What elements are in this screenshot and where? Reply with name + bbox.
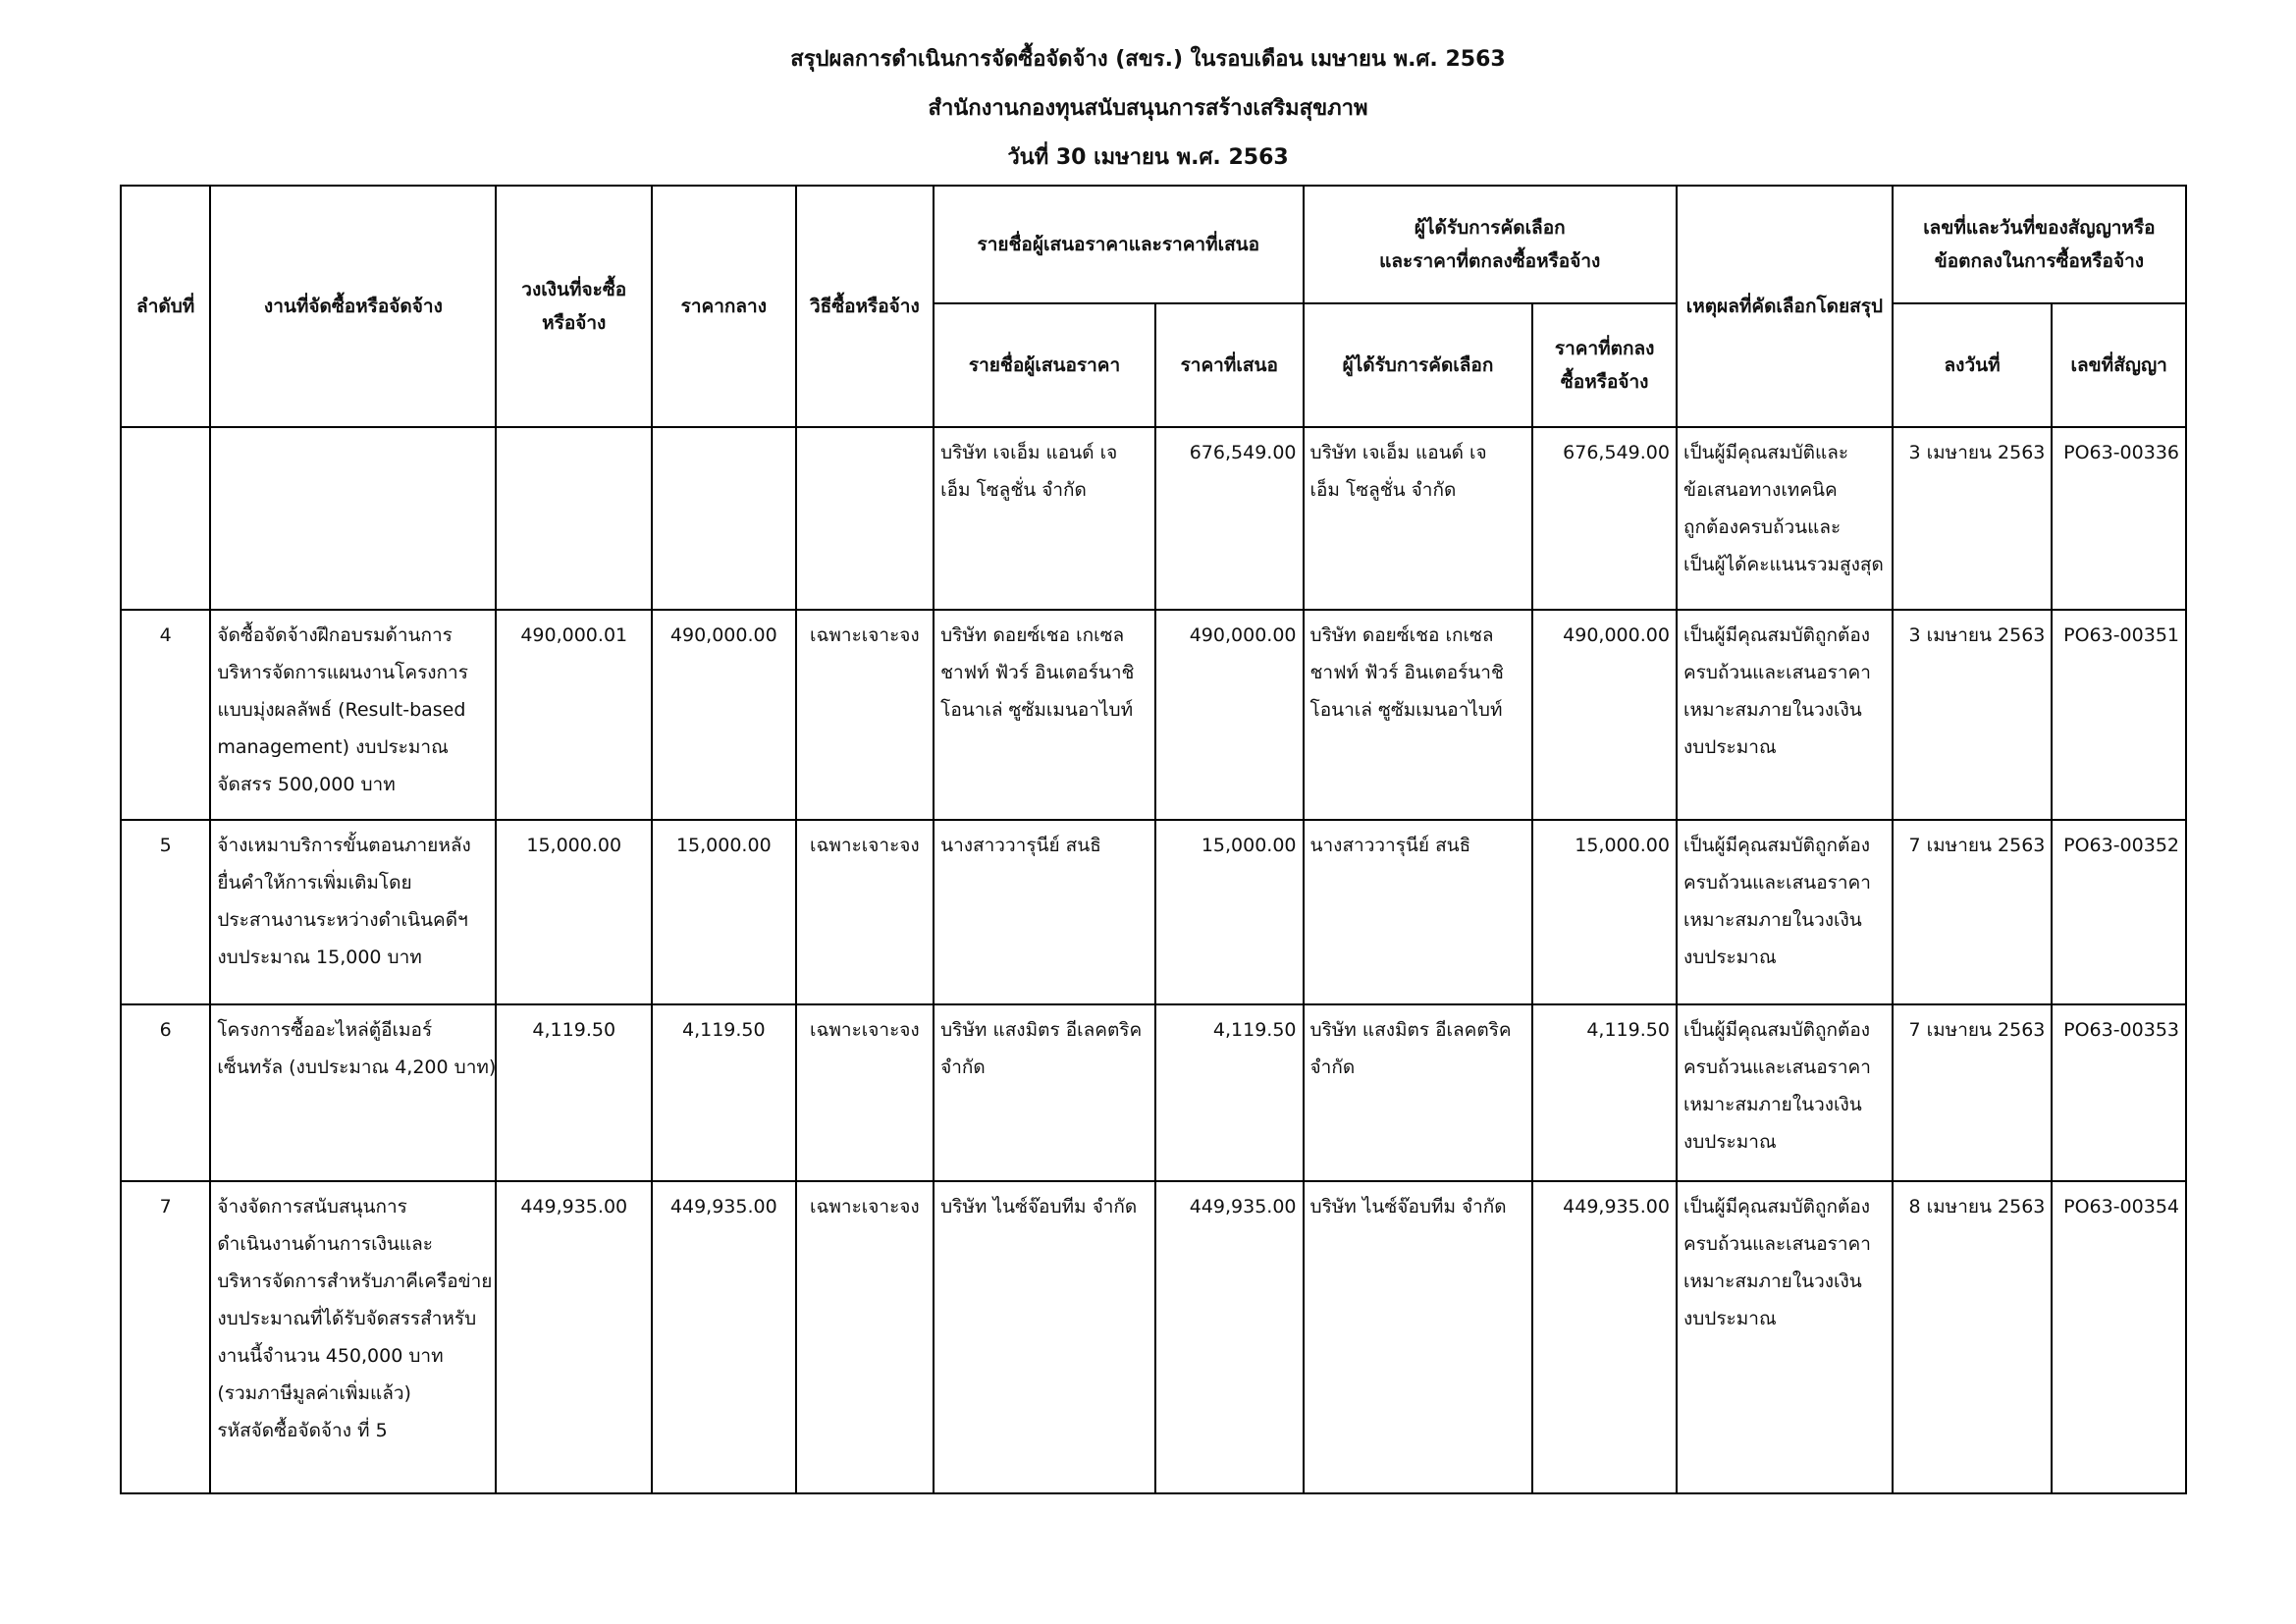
cell-work <box>210 820 496 1004</box>
cell-contract-no: PO63-00336 <box>2052 427 2186 610</box>
cell-reason-line: เป็นผู้ได้คะแนนรวมสูงสุด <box>1682 554 1884 575</box>
cell-budget: 449,935.00 <box>496 1181 652 1493</box>
cell-method: เฉพาะเจาะจง <box>796 610 934 820</box>
cell-reason-line: ข้อเสนอทางเทคนิค <box>1682 479 1838 501</box>
document-title: สรุปผลการดำเนินการจัดซื้อจัดจ้าง (สขร.) ในรอบเดือน เมษายน พ.ศ. 2563 <box>790 47 1506 72</box>
cell-work <box>210 1004 496 1181</box>
table-row <box>121 610 2186 820</box>
cell-work-line: ยื่นคำให้การเพิ่มเติมโดย <box>217 872 412 893</box>
cell-bidder-name-line: เอ็ม โซลูชั่น จำกัด <box>940 479 1087 501</box>
cell-bidder-name-line: บริษัท แสงมิตร อีเลคตริค <box>940 1019 1143 1041</box>
cell-work-line: เซ็นทรัล (งบประมาณ 4,200 บาท) <box>217 1056 497 1078</box>
cell-selected-name-line: เอ็ม โซลูชั่น จำกัด <box>1309 479 1457 501</box>
cell-reason-line: งบประมาณ <box>1682 1131 1777 1153</box>
cell-method: เฉพาะเจาะจง <box>796 1004 934 1181</box>
cell-selected-name <box>1304 427 1533 610</box>
cell-bidder-name-line: โอนาเล่ ซูซัมเมนอาไบท์ <box>940 699 1134 721</box>
cell-contract-no: PO63-00351 <box>2052 610 2186 820</box>
cell-selected-name-line: นางสาววารุนีย์ สนธิ <box>1309 835 1471 856</box>
header-work: งานที่จัดซื้อหรือจัดจ้าง <box>210 186 496 427</box>
cell-reason-line: งบประมาณ <box>1682 947 1777 968</box>
cell-method: เฉพาะเจาะจง <box>796 1181 934 1493</box>
cell-reason-line: ถูกต้องครบถ้วนและ <box>1682 516 1842 538</box>
cell-reason <box>1677 427 1893 610</box>
cell-reason <box>1677 610 1893 820</box>
cell-median-price <box>652 427 796 610</box>
table-row <box>121 820 2186 1004</box>
cell-no: 4 <box>121 610 210 820</box>
cell-bidder-name <box>934 427 1155 610</box>
cell-median-price: 15,000.00 <box>652 820 796 1004</box>
cell-bidder-name-line: บริษัท ไนซ์จ๊อบทีม จำกัด <box>940 1196 1138 1218</box>
cell-work-line: บริหารจัดการสำหรับภาคีเครือข่าย <box>217 1271 493 1292</box>
cell-bidder-name <box>934 820 1155 1004</box>
cell-reason-line: เป็นผู้มีคุณสมบัติและ <box>1682 442 1849 463</box>
cell-work-line: จ้างจัดการสนับสนุนการ <box>217 1196 407 1218</box>
cell-work-line: จัดซื้อจัดจ้างฝึกอบรมด้านการ <box>217 624 453 646</box>
header-bid-price: ราคาที่เสนอ <box>1155 303 1304 427</box>
cell-budget: 4,119.50 <box>496 1004 652 1181</box>
cell-reason-line: เหมาะสมภายในวงเงิน <box>1682 1271 1862 1292</box>
cell-reason <box>1677 820 1893 1004</box>
table-row <box>121 1004 2186 1181</box>
cell-method: เฉพาะเจาะจง <box>796 820 934 1004</box>
cell-reason-line: ครบถ้วนและเสนอราคา <box>1682 872 1871 893</box>
cell-reason-line: เป็นผู้มีคุณสมบัติถูกต้อง <box>1682 624 1871 646</box>
cell-contract-no: PO63-00353 <box>2052 1004 2186 1181</box>
cell-contract-date: 7 เมษายน 2563 <box>1893 1004 2053 1181</box>
cell-selected-name-line: จำกัด <box>1309 1056 1356 1078</box>
cell-work-line: (รวมภาษีมูลค่าเพิ่มแล้ว) <box>217 1382 411 1404</box>
cell-contract-no: PO63-00354 <box>2052 1181 2186 1493</box>
cell-budget: 15,000.00 <box>496 820 652 1004</box>
cell-contract-date: 3 เมษายน 2563 <box>1893 610 2053 820</box>
cell-work-line: บริหารจัดการแผนงานโครงการ <box>217 662 468 683</box>
cell-reason-line: งบประมาณ <box>1682 736 1777 758</box>
cell-reason <box>1677 1004 1893 1181</box>
table-body <box>121 427 2186 1493</box>
cell-agreed-price: 490,000.00 <box>1532 610 1677 820</box>
cell-bidder-name-line: บริษัท ดอยซ์เชอ เกเซล <box>940 624 1125 646</box>
header-contract-no: เลขที่สัญญา <box>2052 303 2186 427</box>
cell-work-line: แบบมุ่งผลลัพธ์ (Result-based <box>217 699 466 721</box>
cell-median-price: 4,119.50 <box>652 1004 796 1181</box>
cell-work-line: รหัสจัดซื้อจัดจ้าง ที่ 5 <box>217 1420 388 1441</box>
cell-selected-name-line: บริษัท เจเอ็ม แอนด์ เจ <box>1309 442 1487 463</box>
cell-bid-price: 449,935.00 <box>1155 1181 1304 1493</box>
cell-work-line: ประสานงานระหว่างดำเนินคดีฯ <box>217 909 468 931</box>
cell-no: 7 <box>121 1181 210 1493</box>
cell-reason-line: เป็นผู้มีคุณสมบัติถูกต้อง <box>1682 1196 1871 1218</box>
header-method: วิธีซื้อหรือจ้าง <box>796 186 934 427</box>
cell-agreed-price: 4,119.50 <box>1532 1004 1677 1181</box>
header-agreed-price: ราคาที่ตกลง ซื้อหรือจ้าง <box>1532 303 1677 427</box>
cell-work-line: จัดสรร 500,000 บาท <box>217 774 396 795</box>
header-bidder-name: รายชื่อผู้เสนอราคา <box>934 303 1155 427</box>
cell-bidder-name <box>934 610 1155 820</box>
cell-bid-price: 4,119.50 <box>1155 1004 1304 1181</box>
cell-reason-line: งบประมาณ <box>1682 1308 1777 1329</box>
cell-reason-line: เป็นผู้มีคุณสมบัติถูกต้อง <box>1682 1019 1871 1041</box>
cell-work-line: ดำเนินงานด้านการเงินและ <box>217 1233 433 1255</box>
header-no: ลำดับที่ <box>121 186 210 427</box>
cell-work <box>210 610 496 820</box>
header-selected-name: ผู้ได้รับการคัดเลือก <box>1304 303 1533 427</box>
organization-name: สำนักงานกองทุนสนับสนุนการสร้างเสริมสุขภาพ <box>928 96 1368 121</box>
cell-bidder-name-line: จำกัด <box>940 1056 986 1078</box>
cell-contract-date: 3 เมษายน 2563 <box>1893 427 2053 610</box>
cell-bid-price: 490,000.00 <box>1155 610 1304 820</box>
cell-agreed-price: 449,935.00 <box>1532 1181 1677 1493</box>
header-budget: วงเงินที่จะซื้อ หรือจ้าง <box>496 186 652 427</box>
cell-bidder-name-line: บริษัท เจเอ็ม แอนด์ เจ <box>940 442 1118 463</box>
cell-selected-name-line: บริษัท ไนซ์จ๊อบทีม จำกัด <box>1309 1196 1507 1218</box>
cell-reason-line: เป็นผู้มีคุณสมบัติถูกต้อง <box>1682 835 1871 856</box>
cell-bidder-name <box>934 1181 1155 1493</box>
header-contract-date: ลงวันที่ <box>1893 303 2053 427</box>
header-bidders-group: รายชื่อผู้เสนอราคาและราคาที่เสนอ <box>934 186 1303 303</box>
table-row <box>121 427 2186 610</box>
cell-reason-line: ครบถ้วนและเสนอราคา <box>1682 1233 1871 1255</box>
cell-no: 5 <box>121 820 210 1004</box>
header-median-price: ราคากลาง <box>652 186 796 427</box>
table-row <box>121 1181 2186 1493</box>
cell-no <box>121 427 210 610</box>
cell-reason-line: ครบถ้วนและเสนอราคา <box>1682 662 1871 683</box>
cell-median-price: 490,000.00 <box>652 610 796 820</box>
cell-bidder-name <box>934 1004 1155 1181</box>
cell-bid-price: 15,000.00 <box>1155 820 1304 1004</box>
procurement-table <box>120 185 2187 1494</box>
cell-bidder-name-line: นางสาววารุนีย์ สนธิ <box>940 835 1101 856</box>
cell-selected-name <box>1304 1181 1533 1493</box>
cell-median-price: 449,935.00 <box>652 1181 796 1493</box>
cell-work <box>210 427 496 610</box>
cell-no: 6 <box>121 1004 210 1181</box>
cell-bid-price: 676,549.00 <box>1155 427 1304 610</box>
cell-selected-name <box>1304 820 1533 1004</box>
cell-reason-line: เหมาะสมภายในวงเงิน <box>1682 909 1862 931</box>
cell-method <box>796 427 934 610</box>
header-contract-group: เลขที่และวันที่ของสัญญาหรือ ข้อตกลงในการซื้อหรือจ้าง <box>1893 186 2186 303</box>
cell-selected-name-line: ชาฟท์ ฟัวร์ อินเตอร์นาชิ <box>1309 662 1504 683</box>
cell-work-line: งบประมาณ 15,000 บาท <box>217 947 422 968</box>
cell-work <box>210 1181 496 1493</box>
cell-selected-name-line: บริษัท แสงมิตร อีเลคตริค <box>1309 1019 1512 1041</box>
cell-work-line: management) งบประมาณ <box>217 736 449 758</box>
cell-contract-date: 8 เมษายน 2563 <box>1893 1181 2053 1493</box>
cell-reason-line: ครบถ้วนและเสนอราคา <box>1682 1056 1871 1078</box>
cell-reason-line: เหมาะสมภายในวงเงิน <box>1682 699 1862 721</box>
header-selected-group: ผู้ได้รับการคัดเลือก และราคาที่ตกลงซื้อหรือจ้าง <box>1304 186 1677 303</box>
cell-selected-name-line: บริษัท ดอยซ์เชอ เกเซล <box>1309 624 1494 646</box>
cell-work-line: จ้างเหมาบริการขั้นตอนภายหลัง <box>217 835 471 856</box>
cell-work-line: งบประมาณที่ได้รับจัดสรรสำหรับ <box>217 1308 477 1329</box>
header-reason: เหตุผลที่คัดเลือกโดยสรุป <box>1677 186 1893 427</box>
cell-budget: 490,000.01 <box>496 610 652 820</box>
cell-work-line: งานนี้จำนวน 450,000 บาท <box>217 1345 444 1367</box>
cell-budget <box>496 427 652 610</box>
cell-contract-date: 7 เมษายน 2563 <box>1893 820 2053 1004</box>
cell-contract-no: PO63-00352 <box>2052 820 2186 1004</box>
cell-agreed-price: 15,000.00 <box>1532 820 1677 1004</box>
cell-selected-name <box>1304 1004 1533 1181</box>
cell-reason-line: เหมาะสมภายในวงเงิน <box>1682 1094 1862 1115</box>
document-header <box>0 35 2296 183</box>
cell-agreed-price: 676,549.00 <box>1532 427 1677 610</box>
cell-selected-name <box>1304 610 1533 820</box>
document-date: วันที่ 30 เมษายน พ.ศ. 2563 <box>1007 145 1289 170</box>
cell-work-line: โครงการซื้ออะไหล่ตู้อีเมอร์ <box>217 1019 433 1041</box>
cell-selected-name-line: โอนาเล่ ซูซัมเมนอาไบท์ <box>1309 699 1503 721</box>
cell-bidder-name-line: ชาฟท์ ฟัวร์ อินเตอร์นาชิ <box>940 662 1135 683</box>
cell-reason <box>1677 1181 1893 1493</box>
